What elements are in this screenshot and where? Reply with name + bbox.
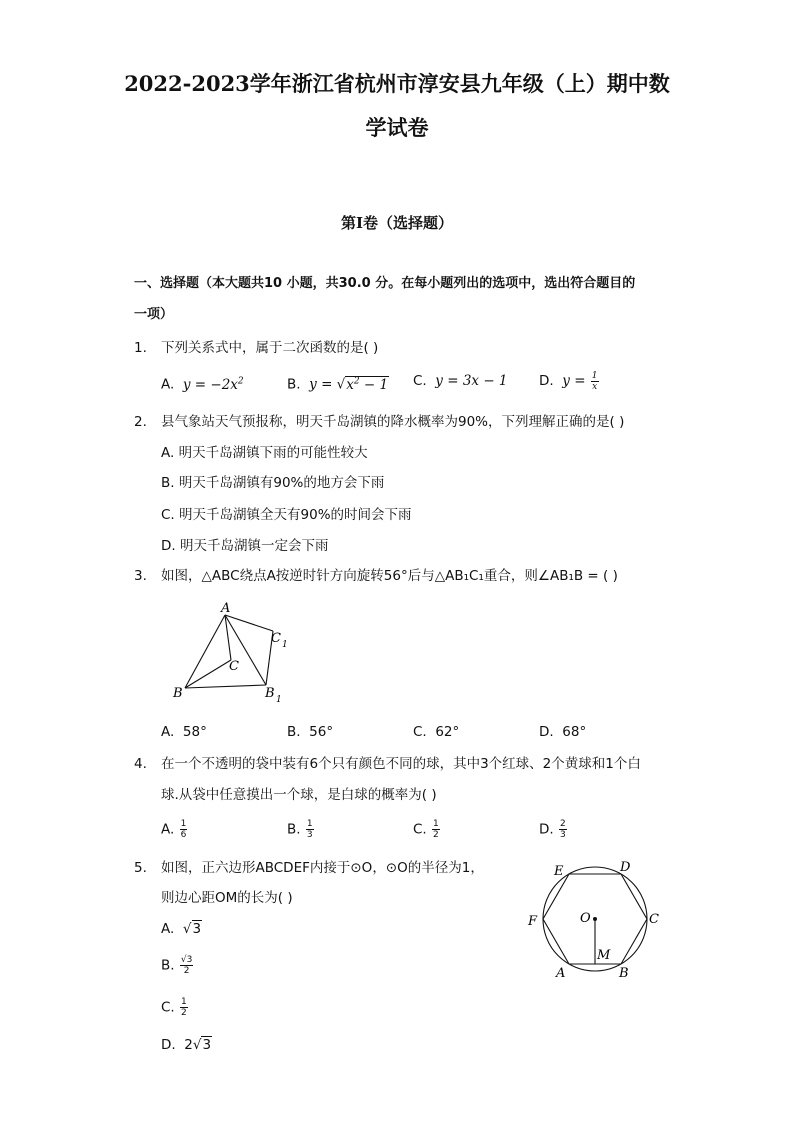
section-title: 第I卷（选择题） <box>340 214 454 232</box>
q3-option-c[interactable] <box>413 722 459 742</box>
q2-option-b-label: B. <box>161 475 175 491</box>
q1-stem: 下列关系式中，属于二次函数的是( ) <box>161 340 379 356</box>
q3-edge-ac <box>225 615 231 660</box>
q1-option-d[interactable] <box>539 371 600 392</box>
q5-option-c[interactable] <box>161 997 189 1018</box>
q3-option-d[interactable] <box>539 722 586 742</box>
q1-number: 1. <box>134 340 147 356</box>
q3-label-c1: C <box>271 631 281 646</box>
q3-edge-ac1 <box>225 615 273 631</box>
q5-option-b-fraction: $\frac{√3}{2}$ <box>180 955 193 976</box>
q4-option-b[interactable] <box>287 819 315 840</box>
q5-label-m: M <box>597 948 611 963</box>
q5-option-a-label: A. <box>161 921 175 937</box>
q4-option-c-fraction: $\frac{1}{2}$ <box>433 819 439 840</box>
q1-option-c[interactable] <box>413 371 508 391</box>
q2-option-d[interactable] <box>161 536 328 556</box>
q5-label-o: O <box>580 911 591 926</box>
q1-option-a-formula: $y = -2x^2$ <box>178 376 244 393</box>
q3-option-a[interactable] <box>161 722 207 742</box>
q3-label-c: C <box>229 659 239 674</box>
q4-option-b-fraction: $\frac{1}{3}$ <box>306 819 313 840</box>
q1-option-a-label: A. <box>161 376 175 393</box>
part-heading-line1: 一、选择题（本大题共10 小题，共30.0 分。在每小题列出的选项中，选出符合题目的 <box>134 276 636 291</box>
q2-option-d-text: 明天千岛湖镇一定会下雨 <box>179 538 329 554</box>
exam-title-line2: 学试卷 <box>365 115 429 140</box>
q4-stem-line1: 在一个不透明的袋中装有6个只有颜色不同的球，其中3个红球、2个黄球和1个白 <box>161 756 641 772</box>
q3-option-d-label: D. <box>539 724 554 740</box>
q2-option-c-text: 明天千岛湖镇全天有90%的时间会下雨 <box>179 507 412 523</box>
q4-option-b-label: B. <box>287 821 301 838</box>
q5-label-b: B <box>619 966 629 981</box>
q5-label-a: A <box>556 966 566 981</box>
q1-option-c-label: C. <box>413 373 427 389</box>
q3-option-c-text: 62° <box>435 724 460 740</box>
part-heading-line2: 一项） <box>134 307 174 322</box>
q5-stem-line1: 如图，正六边形ABCDEF内接于⊙O，⊙O的半径为1， <box>161 860 484 876</box>
q1-option-b[interactable] <box>287 371 389 395</box>
q2-option-a-text: 明天千岛湖镇下雨的可能性较大 <box>178 445 368 461</box>
q5-label-e: E <box>554 864 564 879</box>
q2-option-c[interactable] <box>161 505 412 525</box>
exam-title-line1: 2022-2023学年浙江省杭州市淳安县九年级（上）期中数 <box>124 71 670 96</box>
q5-option-c-label: C. <box>161 999 175 1016</box>
q3-label-c1-sub: 1 <box>282 640 288 650</box>
q1-option-a[interactable] <box>161 371 244 395</box>
q2-option-b[interactable] <box>161 473 384 493</box>
q3-edge-ab1 <box>225 615 266 685</box>
q5-center-dot <box>593 917 597 921</box>
q4-option-a-fraction: $\frac{1}{6}$ <box>180 819 187 840</box>
q3-label-a: A <box>221 601 231 616</box>
q4-option-c-label: C. <box>413 821 427 838</box>
q3-option-b-text: 56° <box>309 724 334 740</box>
q5-option-b[interactable] <box>161 955 194 976</box>
q5-stem-line2: 则边心距OM的长为( ) <box>161 890 293 906</box>
q3-label-b: B <box>173 686 183 701</box>
q4-stem-line2: 球.从袋中任意摸出一个球，是白球的概率为( ) <box>161 787 437 803</box>
q3-figure <box>165 598 295 708</box>
q1-option-d-label: D. <box>539 373 554 389</box>
q5-number: 5. <box>134 860 147 876</box>
q5-option-d[interactable] <box>161 1035 212 1055</box>
q4-option-d-label: D. <box>539 821 554 838</box>
q5-label-d: D <box>620 860 631 875</box>
q1-option-d-formula: y = $\frac{1}{x}$ <box>557 371 598 392</box>
q2-number: 2. <box>134 414 147 430</box>
q5-option-a[interactable] <box>161 919 202 939</box>
q3-number: 3. <box>134 568 147 584</box>
q5-option-a-formula: √3 <box>178 921 202 937</box>
q3-edge-bc <box>185 660 231 688</box>
q4-option-d-fraction: $\frac{2}{3}$ <box>559 819 566 840</box>
q4-option-d[interactable] <box>539 819 568 840</box>
q3-stem: 如图，△ABC绕点A按逆时针方向旋转56°后与△AB₁C₁重合，则∠AB₁B = ( ) <box>161 568 618 584</box>
q5-option-d-formula: 2√3 <box>179 1037 212 1053</box>
q4-option-c[interactable] <box>413 819 441 840</box>
q3-option-d-text: 68° <box>562 724 587 740</box>
q3-option-a-label: A. <box>161 724 175 740</box>
q3-option-c-label: C. <box>413 724 427 740</box>
q3-label-b1-sub: 1 <box>276 695 282 705</box>
q5-label-c: C <box>649 912 659 927</box>
q3-option-a-text: 58° <box>182 724 207 740</box>
q3-edge-bb1 <box>185 685 266 688</box>
q2-option-d-label: D. <box>161 538 176 554</box>
q1-option-b-label: B. <box>287 376 301 393</box>
q5-label-f: F <box>528 914 538 929</box>
q4-option-a-label: A. <box>161 821 175 838</box>
q2-option-a[interactable] <box>161 443 368 463</box>
q5-figure <box>520 855 670 985</box>
q2-option-a-label: A. <box>161 445 175 461</box>
q4-option-a[interactable] <box>161 819 188 840</box>
q3-option-b[interactable] <box>287 722 333 742</box>
q1-option-c-formula: y = 3x − 1 <box>431 373 508 389</box>
q2-option-b-text: 明天千岛湖镇有90%的地方会下雨 <box>178 475 385 491</box>
q2-stem: 县气象站天气预报称，明天千岛湖镇的降水概率为90%，下列理解正确的是( ) <box>161 414 625 430</box>
q3-option-b-label: B. <box>287 724 301 740</box>
q5-option-b-label: B. <box>161 957 175 974</box>
q3-edge-ab <box>185 615 225 688</box>
q5-option-d-label: D. <box>161 1037 176 1053</box>
q1-option-b-formula: $y = √x^2 - 1$ <box>304 376 389 393</box>
q4-number: 4. <box>134 756 147 772</box>
q5-option-c-fraction: $\frac{1}{2}$ <box>181 997 187 1018</box>
q3-label-b1: B <box>265 686 275 701</box>
q2-option-c-label: C. <box>161 507 175 523</box>
